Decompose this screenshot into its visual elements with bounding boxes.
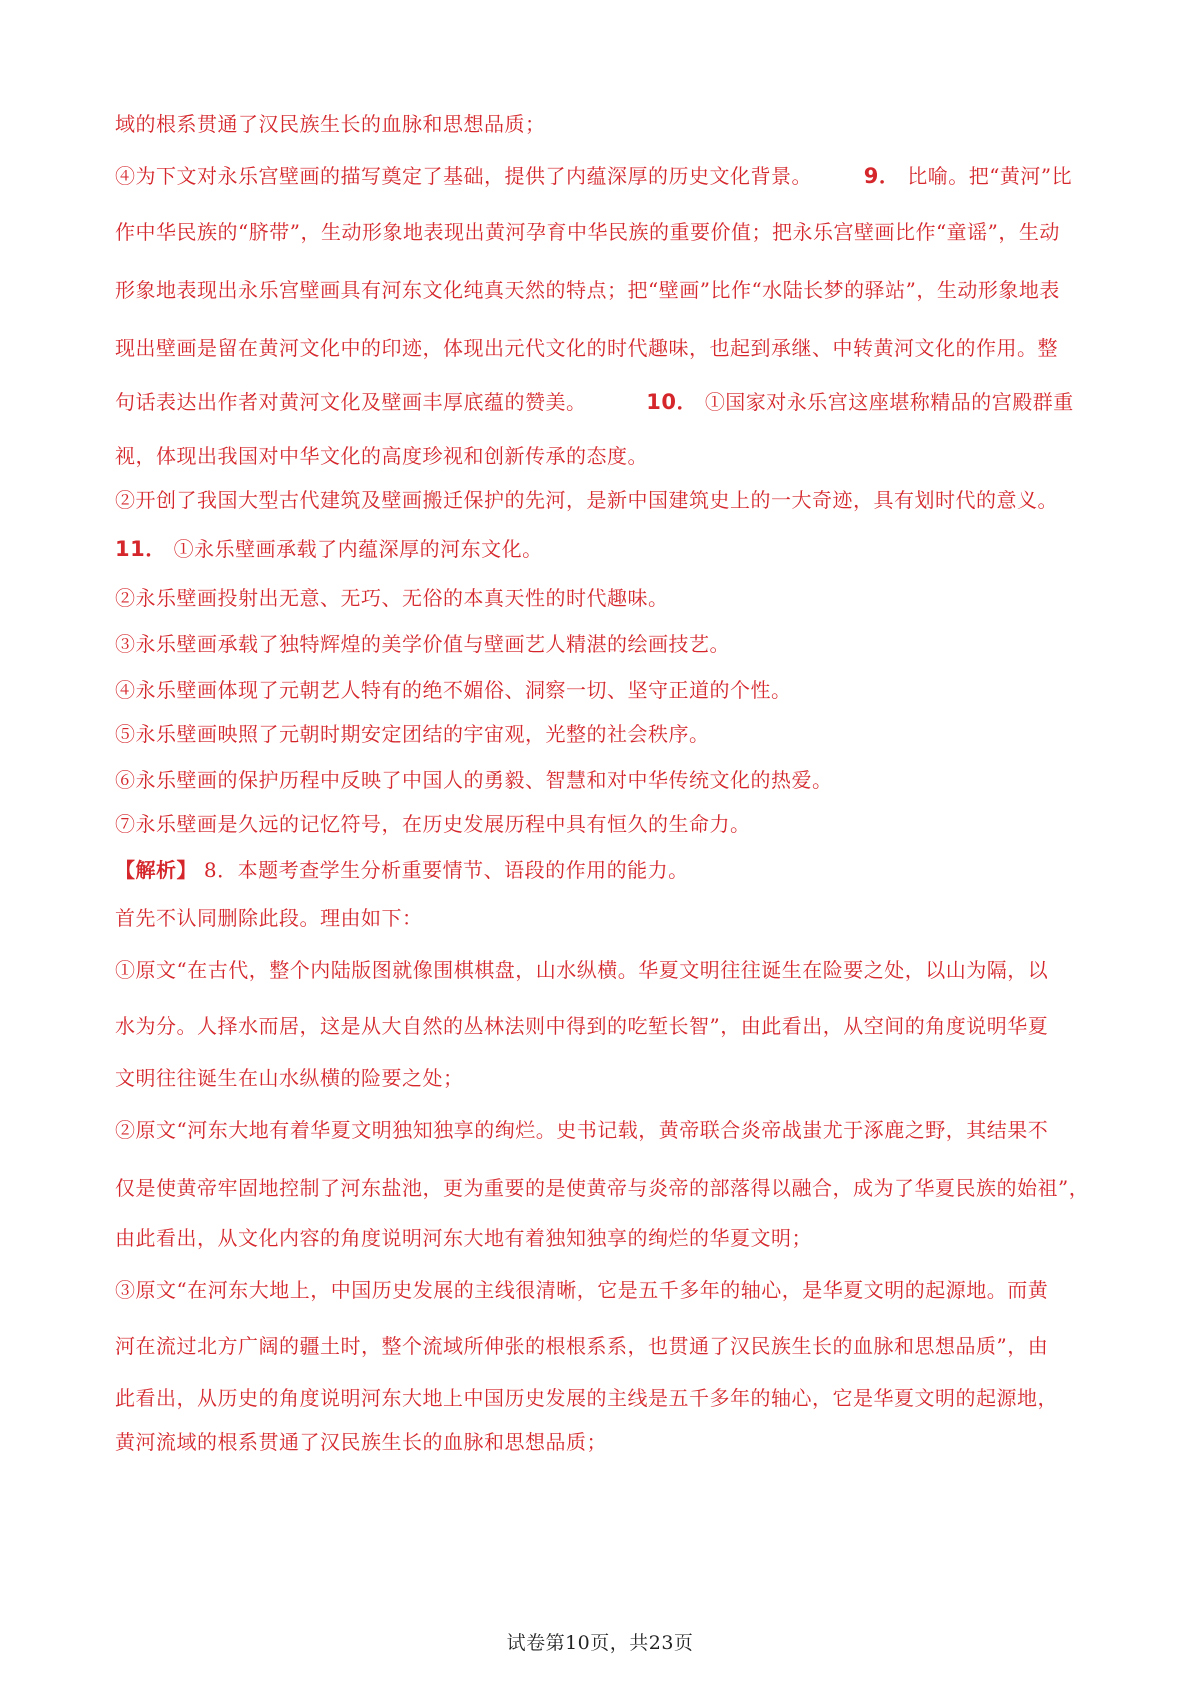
text-segment: ①永乐壁画承载了内蕴深厚的河东文化。 [173,537,543,561]
text-line: ④永乐壁画体现了元朝艺人特有的绝不媚俗、洞察一切、坚守正道的个性。 [115,678,792,702]
text-line: 现出壁画是留在黄河文化中的印迹，体现出元代文化的时代趣味，也起到承继、中转黄河文化的作用。整 [115,336,1058,360]
text-line: 域的根系贯通了汉民族生长的血脉和思想品质； [115,112,546,136]
text-line: ②永乐壁画投射出无意、无巧、无俗的本真天性的时代趣味。 [115,586,669,610]
text-line: ①原文“在古代，整个内陆版图就像围棋棋盘，山水纵横。华夏文明往往诞生在险要之处，以山为隔，以 [115,958,1049,982]
text-line: ③永乐壁画承载了独特辉煌的美学价值与壁画艺人精湛的绘画技艺。 [115,632,730,656]
text-line: 黄河流域的根系贯通了汉民族生长的血脉和思想品质； [115,1430,607,1454]
text-line: 形象地表现出永乐宫壁画具有河东文化纯真天然的特点；把“壁画”比作“水陆长梦的驿站”，生动形象地表 [115,278,1060,302]
question-number-9: 9． [863,164,901,188]
text-line [115,386,1074,416]
text-line: 文明往往诞生在山水纵横的险要之处； [115,1066,464,1090]
text-line: ⑥永乐壁画的保护历程中反映了中国人的勇毅、智慧和对中华传统文化的热爱。 [115,768,833,792]
text-line: ③原文“在河东大地上，中国历史发展的主线很清晰，它是五千多年的轴心，是华夏文明的起源地。而黄 [115,1278,1049,1302]
text-line [115,533,543,563]
text-line: ⑦永乐壁画是久远的记忆符号，在历史发展历程中具有恒久的生命力。 [115,812,751,836]
text-line: 首先不认同删除此段。理由如下： [115,906,423,930]
text-segment: 句话表达出作者对黄河文化及壁画丰厚底蕴的赞美。 [115,390,587,414]
text-segment: 8．本题考查学生分析重要情节、语段的作用的能力。 [203,858,689,882]
text-line: 由此看出，从文化内容的角度说明河东大地有着独知独享的绚烂的华夏文明； [115,1226,812,1250]
text-line [115,854,689,883]
text-line: 仅是使黄帝牢固地控制了河东盐池，更为重要的是使黄帝与炎帝的部落得以融合，成为了华夏民族的始祖”， [115,1176,1090,1200]
text-line: 河在流过北方广阔的疆土时，整个流域所伸张的根根系系，也贯通了汉民族生长的血脉和思想品质”，由 [115,1334,1049,1358]
text-line: 此看出，从历史的角度说明河东大地上中国历史发展的主线是五千多年的轴心，它是华夏文明的起源地， [115,1386,1058,1410]
text-segment: 比喻。把“黄河”比 [907,164,1073,188]
text-line: ②原文“河东大地有着华夏文明独知独享的绚烂。史书记载，黄帝联合炎帝战蚩尤于涿鹿之野，其结果不 [115,1118,1049,1142]
text-segment: ④为下文对永乐宫壁画的描写奠定了基础，提供了内蕴深厚的历史文化背景。 [115,164,812,188]
question-number-11: 11． [115,537,167,561]
text-line: 作中华民族的“脐带”，生动形象地表现出黄河孕育中华民族的重要价值；把永乐宫壁画比作“童谣”，生动 [115,220,1060,244]
text-line: ②开创了我国大型古代建筑及壁画搬迁保护的先河，是新中国建筑史上的一大奇迹，具有划时代的意义。 [115,488,1058,512]
text-line: 水为分。人择水而居，这是从大自然的丛林法则中得到的吃堑长智”，由此看出，从空间的角度说明华夏 [115,1014,1049,1038]
text-segment: ①国家对永乐宫这座堪称精品的宫殿群重 [704,390,1074,414]
page-footer: 试卷第10页，共23页 [506,1632,694,1654]
analysis-tag: 【解析】 [115,858,197,882]
text-line [115,160,1072,190]
question-number-10: 10． [646,390,698,414]
text-line: ⑤永乐壁画映照了元朝时期安定团结的宇宙观，光整的社会秩序。 [115,722,710,746]
text-line: 视，体现出我国对中华文化的高度珍视和创新传承的态度。 [115,444,648,468]
